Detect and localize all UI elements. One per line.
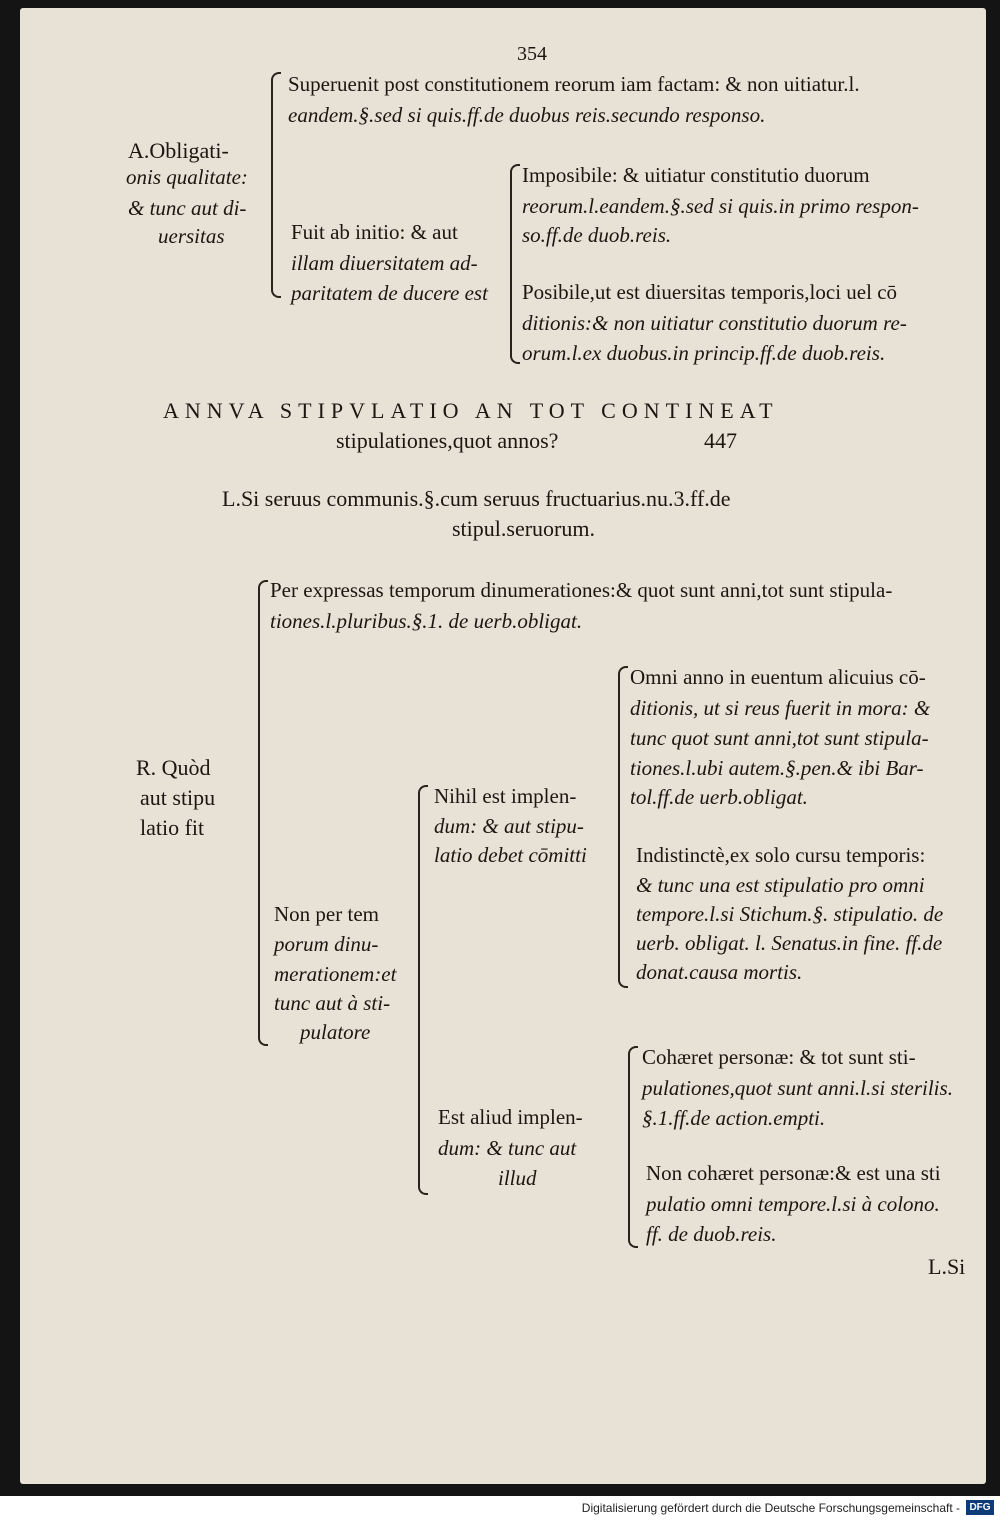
- section2-est-brace: [628, 1046, 638, 1248]
- footer-bar: [0, 1496, 1000, 1520]
- section1-brace: [271, 72, 281, 298]
- footer-text: Digitalisierung gefördert durch die Deutsche Forschungsgemeinschaft -: [581, 1501, 960, 1515]
- catchword: L.Si: [928, 1254, 966, 1279]
- heading-title: ANNVA STIPVLATIO AN TOT CONTINEAT: [163, 398, 779, 423]
- page-number: 354: [517, 43, 547, 65]
- section2-nihil-brace: [618, 666, 628, 988]
- heading-subtitle: stipulationes,quot annos?: [336, 428, 559, 453]
- section2-brace: [258, 580, 268, 1046]
- section2-mid-brace: [418, 785, 428, 1195]
- section1-sub-brace: [510, 164, 520, 364]
- dfg-logo: DFG: [966, 1500, 994, 1515]
- heading-number: 447: [704, 428, 737, 453]
